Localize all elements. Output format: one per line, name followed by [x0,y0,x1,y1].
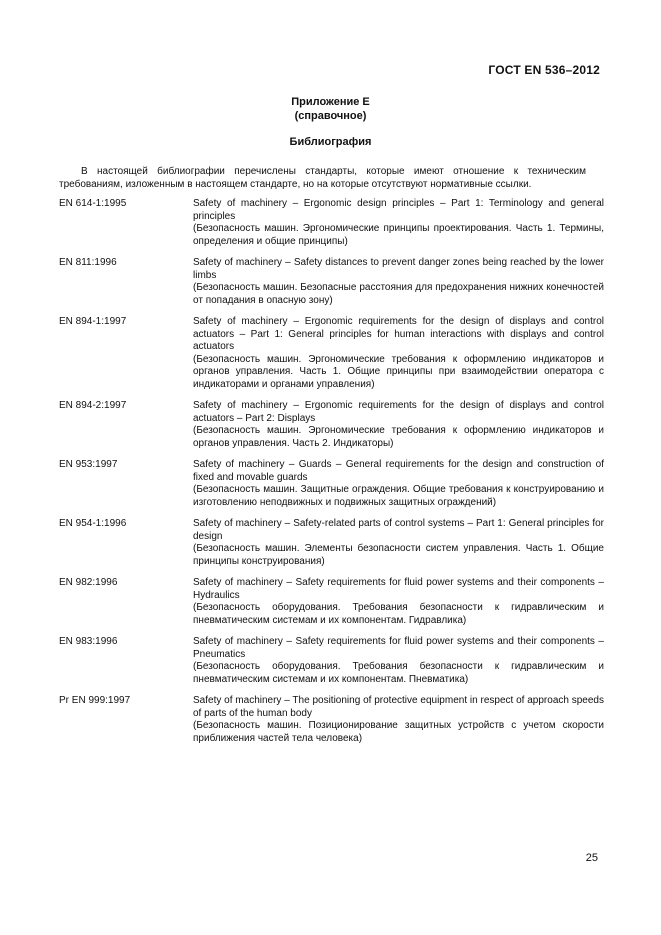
standard-reference: EN 954-1:1996 [59,518,127,529]
russian-title: (Безопасность машин. Эргономические требования к оформлению индикаторов и органов управления. Часть 1. Общие принципы при взаимодействии оператора с индикаторами и органами управления) [193,353,604,390]
russian-title: (Безопасность машин. Позиционирование защитных устройств с учетом скорости приближения частей тела человека) [193,720,604,744]
standard-reference: EN 894-1:1997 [59,316,127,327]
entry-body [193,257,604,307]
bibliography-title: Библиография [289,136,372,148]
entry-body [193,577,604,627]
bibliography-entry [59,198,604,248]
standard-code: ГОСТ EN 536–2012 [488,63,600,77]
english-title: Safety of machinery – Ergonomic requirements for the design of displays and control actuators – Part 1: General principles for human interactions with displays and control actuators [193,316,604,352]
annex-subtitle: (справочное) [294,110,367,122]
entry-body [193,518,604,568]
english-title: Safety of machinery – Safety requirements for fluid power systems and their components – Pneumatics [193,636,604,660]
bibliography-entry [59,459,604,509]
entry-body [193,695,604,745]
english-title: Safety of machinery – The positioning of protective equipment in respect of approach speeds of parts of the human body [193,695,604,719]
russian-title: (Безопасность машин. Безопасные расстояния для предохранения нижних конечностей от попадания в опасную зону) [193,282,604,306]
english-title: Safety of machinery – Ergonomic design principles – Part 1: Terminology and general principles [193,198,604,222]
entry-body [193,636,604,686]
entry-body [193,198,604,248]
english-title: Safety of machinery – Safety distances to prevent danger zones being reached by the lower limbs [193,257,604,281]
entry-body [193,459,604,509]
annex-heading [0,95,661,123]
bibliography-entry [59,636,604,686]
standard-reference: EN 894-2:1997 [59,400,127,411]
entry-body [193,400,604,450]
standard-reference: EN 982:1996 [59,577,118,588]
bibliography-list [59,198,604,754]
standard-reference: EN 811:1996 [59,257,117,268]
entry-body [193,316,604,391]
russian-title: (Безопасность машин. Эргономические требования к оформлению индикаторов и органов управления. Часть 2. Индикаторы) [193,425,604,449]
bibliography-entry [59,577,604,627]
standard-reference: Pr EN 999:1997 [59,695,131,706]
bibliography-entry [59,695,604,745]
english-title: Safety of machinery – Safety requirements for fluid power systems and their components – Hydraulics [193,577,604,601]
bibliography-entry [59,316,604,391]
english-title: Safety of machinery – Safety-related parts of control systems – Part 1: General principles for design [193,518,604,542]
russian-title: (Безопасность машин. Элементы безопасности систем управления. Часть 1. Общие принципы конструирования) [193,543,604,567]
russian-title: (Безопасность оборудования. Требования безопасности к гидравлическим и пневматическим системам и их компонентам. Гидравлика) [193,602,604,626]
russian-title: (Безопасность машин. Эргономические принципы проектирования. Часть 1. Термины, определения и общие принципы) [193,223,604,247]
bibliography-entry [59,518,604,568]
bibliography-entry [59,257,604,307]
page-number: 25 [585,852,598,864]
bibliography-entry [59,400,604,450]
standard-reference: EN 983:1996 [59,636,118,647]
russian-title: (Безопасность оборудования. Требования безопасности к гидравлическим и пневматическим системам и их компонентам. Пневматика) [193,661,604,685]
english-title: Safety of machinery – Ergonomic requirements for the design of displays and control actuators – Part 2: Displays [193,400,604,424]
standard-reference: EN 614-1:1995 [59,198,127,209]
russian-title: (Безопасность машин. Защитные ограждения. Общие требования к конструированию и изготовлению неподвижных и подвижных защитных ограждений) [193,484,604,508]
standard-reference: EN 953:1997 [59,459,118,470]
english-title: Safety of machinery – Guards – General requirements for the design and construction of fixed and movable guards [193,459,604,483]
annex-title: Приложение Е [291,96,370,108]
bibliography-intro: В настоящей библиографии перечислены стандарты, которые имеют отношение к техническим требованиям, изложенным в настоящем стандарте, но на которые отсутствуют нормативные ссылки. [59,166,586,190]
